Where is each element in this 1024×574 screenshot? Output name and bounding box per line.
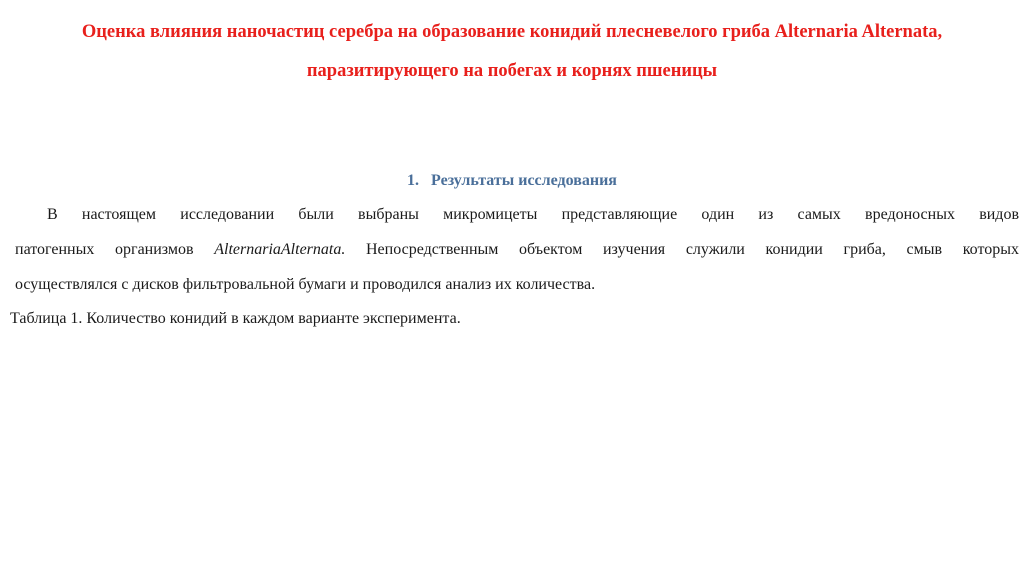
paragraph-line-2 bbox=[15, 242, 1019, 258]
paragraph-line-1: В настоящем исследовании были выбраны микромицеты представляющие один из самых вредоносных видов bbox=[47, 206, 1019, 223]
title-line-1: Оценка влияния наночастиц серебра на образование конидий плесневелого гриба Alternaria Alternata, bbox=[81, 22, 943, 42]
paragraph-line-2-end: Непосредственным объектом изучения служили конидии гриба, смыв которых bbox=[345, 241, 1020, 258]
paragraph-line-2-start: патогенных организмов bbox=[15, 241, 215, 258]
table-caption: Таблица 1. Количество конидий в каждом варианте эксперимента. bbox=[10, 310, 461, 327]
species-name: AlternariaAlternata. bbox=[214, 241, 346, 258]
section-heading bbox=[0, 173, 1024, 189]
title-line-2: паразитирующего на побегах и корнях пшеницы bbox=[306, 61, 718, 81]
section-number: 1. bbox=[407, 172, 420, 189]
paragraph-line-3: осуществлялся с дисков фильтровальной бумаги и проводился анализ их количества. bbox=[15, 276, 596, 293]
section-heading-text: Результаты исследования bbox=[431, 172, 617, 189]
